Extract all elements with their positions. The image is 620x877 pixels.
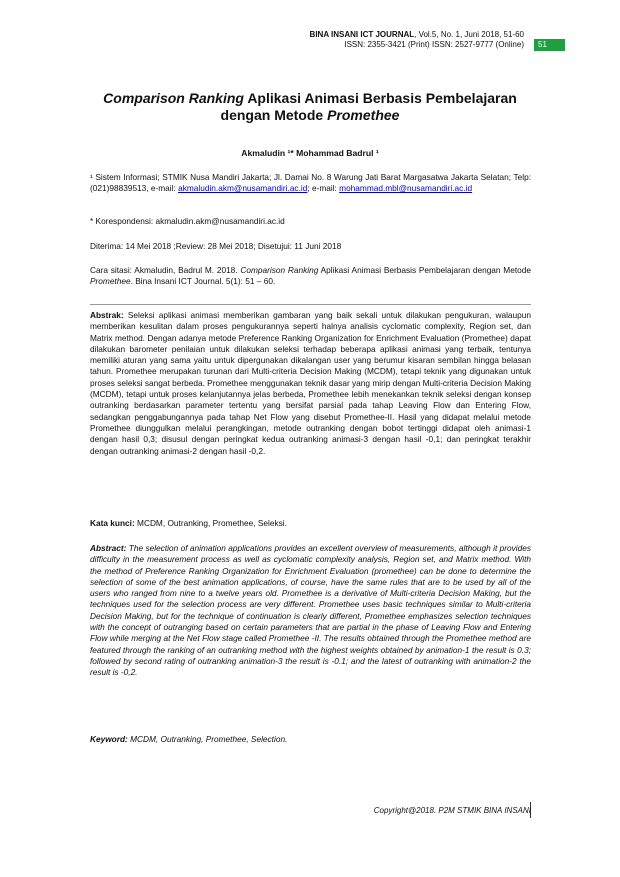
- dates: Diterima: 14 Mei 2018 ;Review: 28 Mei 2018; Disetujui: 11 Juni 2018: [90, 241, 342, 251]
- title-part-1: Aplikasi Animasi Berbasis Pembelajaran: [243, 90, 517, 106]
- abstract-en: [90, 543, 531, 679]
- keywords-en-text: MCDM, Outranking, Promethee, Selection.: [127, 734, 288, 744]
- separator-top: [90, 304, 531, 305]
- footer-copyright: Copyright@2018. P2M STMIK BINA INSANI: [373, 806, 531, 815]
- abstract-en-text: The selection of animation applications provides an excellent overview of measurements, although it provides difficulty in the measurement process as well as cyclomatic complexity analysis, Region set, and Matrix method. With the method of Preference Ranking Organization for Enrichment Evaluation (promethee) can be done to determine the selection of some of the best animation applications, of course, have the same rules that are to be used by all of the users who ranged from nine to a twelve years old. Promethee is a derivative of Multi-criteria Decision Making, but the techniques used for the selection process are very different. Promethee uses basic techniques similar to Multi-criteria Decision Making, but for the technique of continuation is clearly different, Promethee emphasizes selection techniques with the concept of outranging based on certain parameters that are partial in the phase of Leaving Flow and Entering Flow while merging at the Net Flow stage called Promethee -II. The results obtained through the Promethee method are featured through the ranking of an outranking method with the highest weights obtained by animation-1 the result is 0.3; followed by second rating of outranking animation-3 the result is -0.1; and the latest of outranking with animation-2 the result is -0,2.: [90, 543, 531, 678]
- citation-start: Cara sitasi: Akmaludin, Badrul M. 2018.: [90, 265, 241, 275]
- paper-title: [60, 90, 560, 124]
- journal-name: BINA INSANI ICT JOURNAL: [309, 30, 415, 39]
- citation-italic: Comparison Ranking: [240, 265, 319, 275]
- affiliation-text: ¹ Sistem Informasi; STMIK Nusa Mandiri Jakarta; Jl. Damai No. 8 Warung Jati Barat Margasatwa Jakarta Selatan; Telp: (021)98839513, e-mail:: [90, 172, 531, 194]
- citation-rest: Aplikasi Animasi Berbasis Pembelajaran dengan Metode: [318, 265, 531, 275]
- citation: [90, 265, 531, 288]
- abstract-en-label: Abstract:: [90, 543, 127, 553]
- abstrak-text: Seleksi aplikasi animasi memberikan gambaran yang baik sekali untuk dilakukan pengukuran, walaupun memberikan kesulitan dalam proses pengukurannya seperti halnya analisis cyclomatic complexity, Region set, dan Matrix method. Dengan adanya metode Preference Ranking Organization for Enrichment Evaluation (Promethee) dapat dilakukan barometer penilaian untuk dilakukan seleksi terhadap beberapa aplikasi animasi yang terbaik, tentunya memiliki aturan yang sama yaitu untuk dipergunakan dikalangan user yang berumur kisaran sembilan hingga belasan tahun. Promethee merupakan turunan dari Multi-criteria Decision Making (MCDM), tetapi teknik yang digunakan untuk proses seleksi sangat berbeda. Promethee menggunakan teknik dasar yang mirip dengan Multi-criteria Decision Making (MCDM), tetapi untuk proses kelanjutannya jelas berbeda, Promethee lebih menekankan teknik seleksi dengan konsep outranking berdasarkan parameter tertentu yang bersifat parsial pada tahap Leaving Flow dan Entering Flow, sedangkan penggabungannya pada tahap Net Flow yang disebut Promethee-II. Hasil yang didapat melalui metode Promethee diunggulkan melalui perangkingan, metode outranking dengan bobot tertinggi didapat oleh animasi-1 dengan hasil 0,3; disusul dengan peringkat kedua outranking animasi-3 dengan hasil -0,1; dan peringkat terakhir dengan outranking animasi-2 dengan hasil -0,2.: [90, 310, 531, 456]
- abstrak-label: Abstrak:: [90, 310, 124, 320]
- affiliation: [90, 172, 531, 195]
- affiliation-mid: ; e-mail:: [307, 183, 340, 194]
- email-link-2[interactable]: mohammad.mbl@nusamandiri.ac.id: [339, 183, 473, 194]
- email-link-1[interactable]: akmaludin.akm@nusamandiri.ac.id: [178, 183, 308, 194]
- title-italic-1: Comparison Ranking: [103, 90, 244, 106]
- authors: Akmaludin ¹* Mohammad Badrul ¹: [241, 148, 379, 158]
- citation-italic-2: Promethee: [90, 276, 131, 287]
- kata-kunci-label: Kata kunci:: [90, 518, 135, 528]
- kata-kunci-text: MCDM, Outranking, Promethee, Seleksi.: [134, 518, 287, 528]
- page-number-badge: 51: [534, 39, 565, 51]
- correspondence: * Korespondensi: akmaludin.akm@nusamandiri.ac.id: [90, 216, 285, 226]
- journal-header: [310, 30, 524, 40]
- title-italic-2: Promethee: [327, 107, 400, 123]
- citation-end: . Bina Insani ICT Journal. 5(1): 51 – 60.: [130, 276, 276, 287]
- journal-volume: , Vol.5, No. 1, Juni 2018, 51-60: [414, 30, 524, 39]
- keywords-en: [90, 734, 531, 745]
- abstrak: [90, 310, 531, 457]
- title-part-2: dengan Metode: [220, 107, 328, 123]
- journal-issn: ISSN: 2355-3421 (Print) ISSN: 2527-9777 (Online): [344, 40, 524, 49]
- kata-kunci: [90, 518, 531, 529]
- keywords-en-label: Keyword:: [90, 734, 128, 744]
